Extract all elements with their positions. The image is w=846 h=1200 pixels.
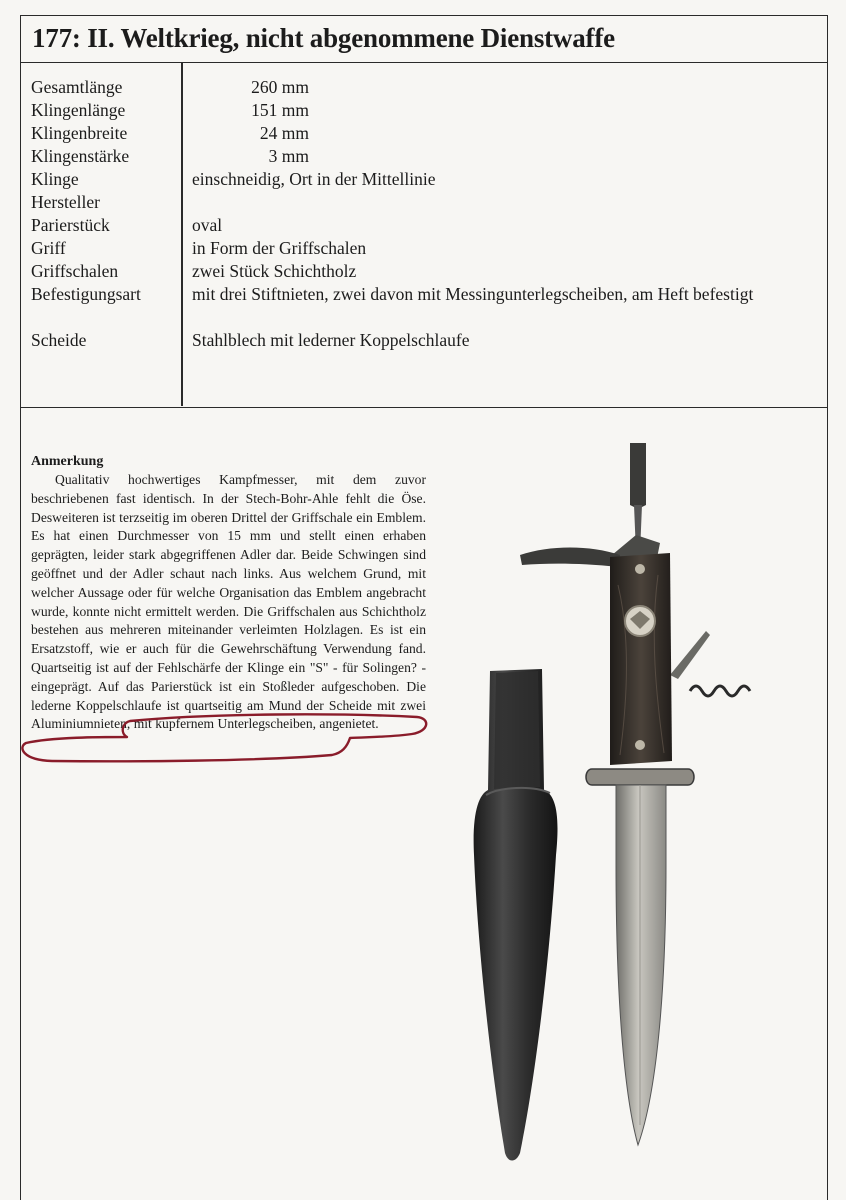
- blade-icon: [616, 785, 666, 1145]
- spec-value: mit drei Stiftnieten, zwei davon mit Messingunterlegscheiben, am Heft befestigt: [192, 284, 754, 304]
- spec-label: Scheide: [31, 330, 87, 350]
- page-title: 177: II. Weltkrieg, nicht abgenommene Dienstwaffe: [20, 15, 828, 63]
- spec-value: Stahlblech mit lederner Koppelschlaufe: [192, 330, 470, 350]
- spec-divider: [181, 63, 183, 406]
- note-section: [31, 453, 426, 734]
- spec-label: Klinge: [31, 169, 79, 189]
- spec-label: Klingenbreite: [31, 123, 128, 143]
- spec-label: Hersteller: [31, 192, 100, 212]
- grip-icon: [610, 553, 672, 765]
- knife-photo: [460, 435, 800, 1180]
- guard-icon: [586, 769, 694, 785]
- spec-value: oval: [192, 215, 223, 235]
- note-heading: Anmerkung: [31, 454, 104, 469]
- note-text: Qualitativ hochwertiges Kampfmesser, mit dem zuvor beschriebenen fast identisch. In der Stech-Bohr-Ahle fehlt die Öse. Desweiteren ist terzseitig im oberen Drittel der Griffschale ein Emblem. Es hat einen Durchmesser von 15 mm und stellt einen erhaben geprägten, leider stark abgegriffenen Adler dar. Beide Schwingen sind geöffnet und der Adler schaut nach links. Aus welchem Grund, mit welcher Aussage oder für welche Organisation das Emblem angebracht wurde, konnte nicht ermittelt werden. Die Griffschalen aus Schichtholz bestehen aus mehreren miteinander verleimten Holzlagen. Es ist ein Ersatzstoff, wie er auch für die Gewehrschäftung Verwendung fand. Quartseitig ist auf der Fehlschärfe der Klinge ein "S" - für Solingen? - eingeprägt. Auf das Parierstück ist ein Stoßleder aufgeschoben. Die lederne Koppelschlaufe ist quartseitig am Mund der Scheide mit zwei Aluminiumnieten, mit kupfernem Unterlegscheiben, angenietet.: [31, 472, 426, 732]
- hand-drawn-highlight-icon: [12, 707, 432, 767]
- spec-value: einschneidig, Ort in der Mittellinie: [192, 169, 436, 189]
- spec-label: Griffschalen: [31, 261, 119, 281]
- spec-value: in Form der Griffschalen: [192, 238, 367, 258]
- spec-label: Griff: [31, 238, 66, 258]
- spec-value: 24 mm: [259, 123, 309, 143]
- spec-value: 260 mm: [251, 77, 309, 97]
- spec-label: Klingenstärke: [31, 146, 130, 166]
- spec-label: Klingenlänge: [31, 100, 126, 120]
- spec-table: [20, 63, 828, 408]
- spec-value: 3 mm: [268, 146, 309, 166]
- spec-value: zwei Stück Schichtholz: [192, 261, 357, 281]
- spec-label: Parierstück: [31, 215, 110, 235]
- spec-value: 151 mm: [251, 100, 309, 120]
- spec-label: Befestigungsart: [31, 284, 141, 304]
- corkscrew-icon: [690, 686, 750, 696]
- spec-label: Gesamtlänge: [31, 77, 123, 97]
- sheath-icon: [474, 669, 558, 1161]
